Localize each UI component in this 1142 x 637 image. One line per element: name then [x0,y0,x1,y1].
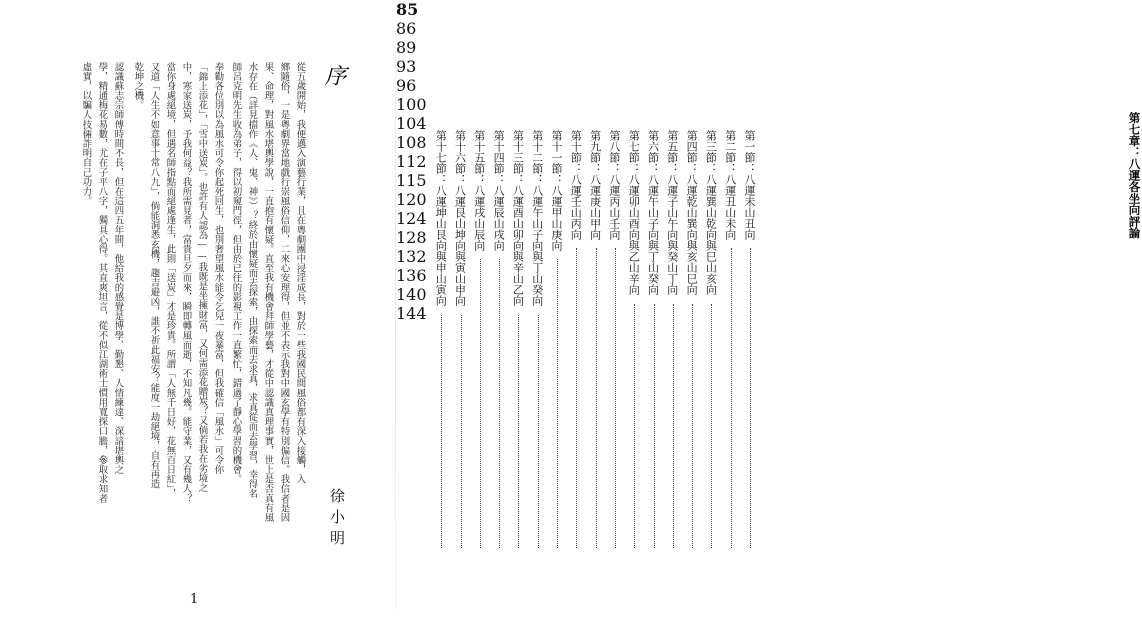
toc-entry-label: 第八節：八運丙山壬向 [607,130,621,240]
toc-leader-dots [480,259,481,548]
toc-entry[interactable] [512,130,526,560]
preface-column: 認識蘇志宗師傅時間不長，但在這四五年間，他給我的感覺是博學、勤懇、人情練達、深諳堪輿之 [112,62,124,475]
toc-entry[interactable] [628,130,642,560]
toc-page-number: 104 [396,114,427,133]
toc-leader-dots [596,248,597,548]
toc-entry[interactable] [455,130,469,560]
toc-entry-label: 第十七節：八運坤山艮向與申山寅向 [434,130,448,306]
toc-entry-label: 第十節：八運壬山丙向 [569,130,583,240]
preface-page [0,0,396,637]
toc-page-number: 108 [396,133,427,152]
toc-leader-dots [499,259,500,548]
toc-entry-label: 第十四節：八運辰山戌向 [492,130,506,251]
toc-entry[interactable] [551,130,565,560]
toc-entry-label: 第五節：八運子山午向與癸山丁向 [665,130,679,295]
toc-entry[interactable] [744,130,758,560]
toc-page-number: 93 [396,57,417,76]
preface-column: 從五歲開始，我便邁入演藝行業，且在粵劇團中浸淫成長，對於一些我國民間風俗都有深入接觸，入 [294,62,306,484]
preface-column: 奉勸各位別以為風水可令你起死回生，也別奢望風水能令乞兒一夜暴富，但我確信「風水」可令你 [212,62,224,475]
toc-leader-dots [441,315,442,548]
toc-page-number: 112 [396,152,427,171]
toc-page-number: 144 [396,304,427,323]
toc-entry-label: 第十三節：八運酉山卯向與辛山乙向 [511,130,525,306]
toc-entry-label: 第九節：八運庚山甲向 [588,130,602,240]
preface-column: 學，精通梅花易數，尤在子平八字，獨具心得。其直爽坦言，從不似江湖術士慣用寬探口膽，參取求知者 [96,62,108,504]
toc-leader-dots [461,315,462,548]
toc-leader-dots [557,259,558,548]
toc-page-number: 132 [396,247,427,266]
page-number: 1 [190,592,199,607]
chapter-title: 第七章：八運各坐向評論 [1127,112,1142,239]
toc-page [396,0,1142,637]
toc-page-number: 100 [396,95,427,114]
toc-entry-label: 第十二節：八運午山子向與丁山癸向 [530,130,544,306]
toc-entry-label: 第四節：八運乾山巽向與亥山巳向 [685,130,699,295]
toc-page-number: 96 [396,76,417,95]
toc-entry-label: 第六節：八運午山子向與丁山癸向 [646,130,660,295]
toc-entry-label: 第三節：八運巽山乾向與巳山亥向 [704,130,718,295]
toc-leader-dots [654,304,655,548]
preface-column: 虛實，以騙人技倆詐明自己功力。 [80,62,92,206]
preface-author: 徐小明 [328,488,346,551]
toc-page-number: 136 [396,266,427,285]
toc-entry-label: 第七節：八運卯山酉向與乙山辛向 [627,130,641,295]
toc-entry[interactable] [532,130,546,560]
toc-entry[interactable] [570,130,584,560]
toc-entry[interactable] [667,130,681,560]
toc-page-number: 89 [396,38,417,57]
toc-page-number: 124 [396,209,427,228]
toc-leader-dots [576,248,577,548]
toc-leader-dots [673,304,674,548]
preface-column: 果、命理，對風水堪輿學說，一直抱有懷疑。直至我有機會拜師學藝，才從中認識真理事實，世上是否真有風 [262,62,274,523]
preface-column: 乾坤之機。 [132,62,144,110]
toc-page-number: 120 [396,190,427,209]
toc-entry[interactable] [590,130,604,560]
preface-column: 又道「人生不如意事十常八九」，倘能洞悉玄機，趨吉避凶，誰不祈此福安？能度一劫絕境，自有再造 [148,62,160,489]
toc-entry[interactable] [493,130,507,560]
toc-page-number: 115 [396,171,427,190]
toc-page-number: 128 [396,228,427,247]
toc-entry[interactable] [648,130,662,560]
preface-column: 中，寒家送炭，予我何益？我所需見者，富貴旦夕而來，瞬即轉風而逝，不知凡幾。能守業，又有幾人？ [180,62,192,504]
toc-leader-dots [692,304,693,548]
toc-entry-label: 第二節：八運丑山未向 [723,130,737,240]
toc-leader-dots [615,248,616,548]
toc-entry[interactable] [686,130,700,560]
toc-leader-dots [538,315,539,548]
toc-leader-dots [750,248,751,548]
preface-column: 水存在（詳見擋作《人、鬼、神》）？終於由懷疑而去探索，由探索而去求真，求真從而去學習，幸得名 [246,62,258,499]
toc-entry[interactable] [705,130,719,560]
toc-entry-label: 第十一節：八運甲山庚向 [550,130,563,251]
preface-title: 序 [321,64,346,86]
toc-page-number: 86 [396,19,417,38]
toc-page-number: 85 [396,0,419,19]
preface-column: 鄉隨俗，一是粵劇界當地戲行崇風俗信仰，二來心安理得，但並不表示我對中國玄學有特別偏信。我信者是因 [278,62,290,523]
preface-column: 「錦上添花」，「雪中送炭」。也許有人認為——我既是坐擁財富，又何需添花贈炭？又倘若我在劣境之 [196,62,208,493]
preface-column: 師呂克明先生收為弟子，得以初窺門徑，但由於已往的影視工作一直繁忙，錯過了靜心學習的機會。 [230,62,242,484]
toc-entry[interactable] [474,130,488,560]
toc-entry-label: 第十六節：八運艮山坤向與寅山申向 [453,130,467,306]
toc-entry-label: 第十五節：八運戌山辰向 [472,130,486,251]
toc-entry-label: 第一節：八運未山丑向 [743,130,756,240]
toc-leader-dots [518,315,519,548]
preface-column: 當你身處絕境，但遇名師指點而絕處逢生，此則「送炭」才是珍貴。所謂「人無千日好，花無百日紅」， [164,62,176,499]
toc-entry[interactable] [435,130,449,560]
toc-leader-dots [711,304,712,548]
toc-leader-dots [731,248,732,548]
toc-entry[interactable] [609,130,623,560]
toc-entry[interactable] [725,130,739,560]
toc-leader-dots [634,304,635,548]
toc-page-number: 140 [396,285,427,304]
